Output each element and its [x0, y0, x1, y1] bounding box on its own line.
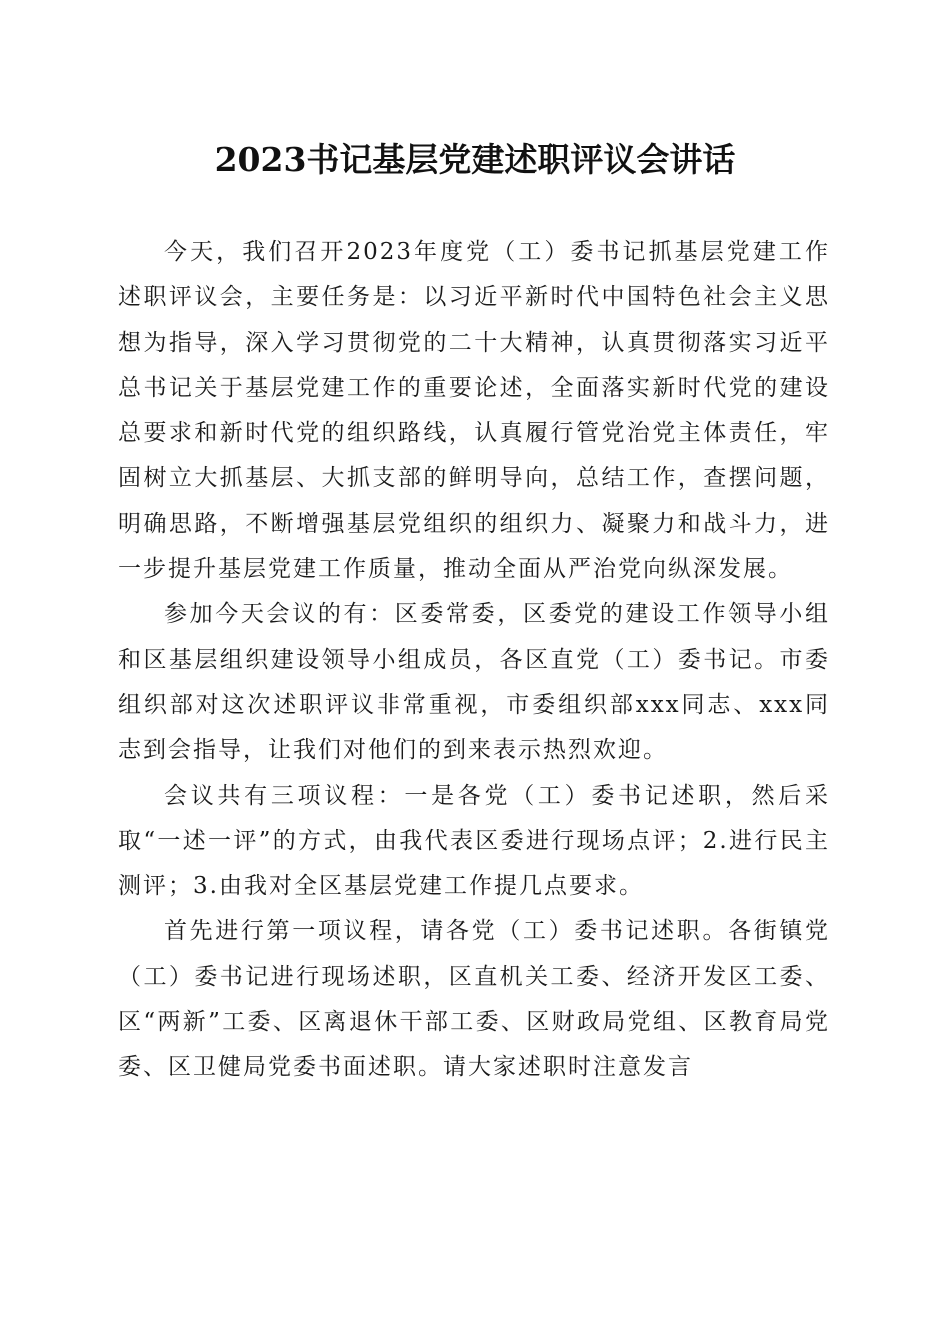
paragraph-agenda: 会议共有三项议程：一是各党（工）委书记述职，然后采取“一述一评”的方式，由我代表区委进行现场点评；2.进行民主测评；3.由我对全区基层党建工作提几点要求。	[118, 782, 830, 900]
paragraph-opening: 今天，我们召开2023年度党（工）委书记抓基层党建工作述职评议会，主要任务是：以习近平新时代中国特色社会主义思想为指导，深入学习贯彻党的二十大精神，认真贯彻落实习近平总书记关于基层党建工作的重要论述，全面落实新时代党的建设总要求和新时代党的组织路线，认真履行管党治党主体责任，牢固树立大抓基层、大抓支部的鲜明导向，总结工作，查摆问题，明确思路，不断增强基层党组织的组织力、凝聚力和战斗力，进一步提升基层党建工作质量，推动全面从严治党向纵深发展。	[118, 239, 830, 583]
document-body	[118, 230, 830, 1091]
document-title: 2023书记基层党建述职评议会讲话	[214, 140, 736, 179]
paragraph-attendees: 参加今天会议的有：区委常委，区委党的建设工作领导小组和区基层组织建设领导小组成员，各区直党（工）委书记。市委组织部对这次述职评议非常重视，市委组织部xxx同志、xxx同志到会指导，让我们对他们的到来表示热烈欢迎。	[118, 601, 830, 764]
paragraph-first-item: 首先进行第一项议程，请各党（工）委书记述职。各街镇党（工）委书记进行现场述职，区直机关工委、经济开发区工委、区“两新”工委、区离退休干部工委、区财政局党组、区教育局党委、区卫健局党委书面述职。请大家述职时注意发言	[118, 918, 830, 1081]
